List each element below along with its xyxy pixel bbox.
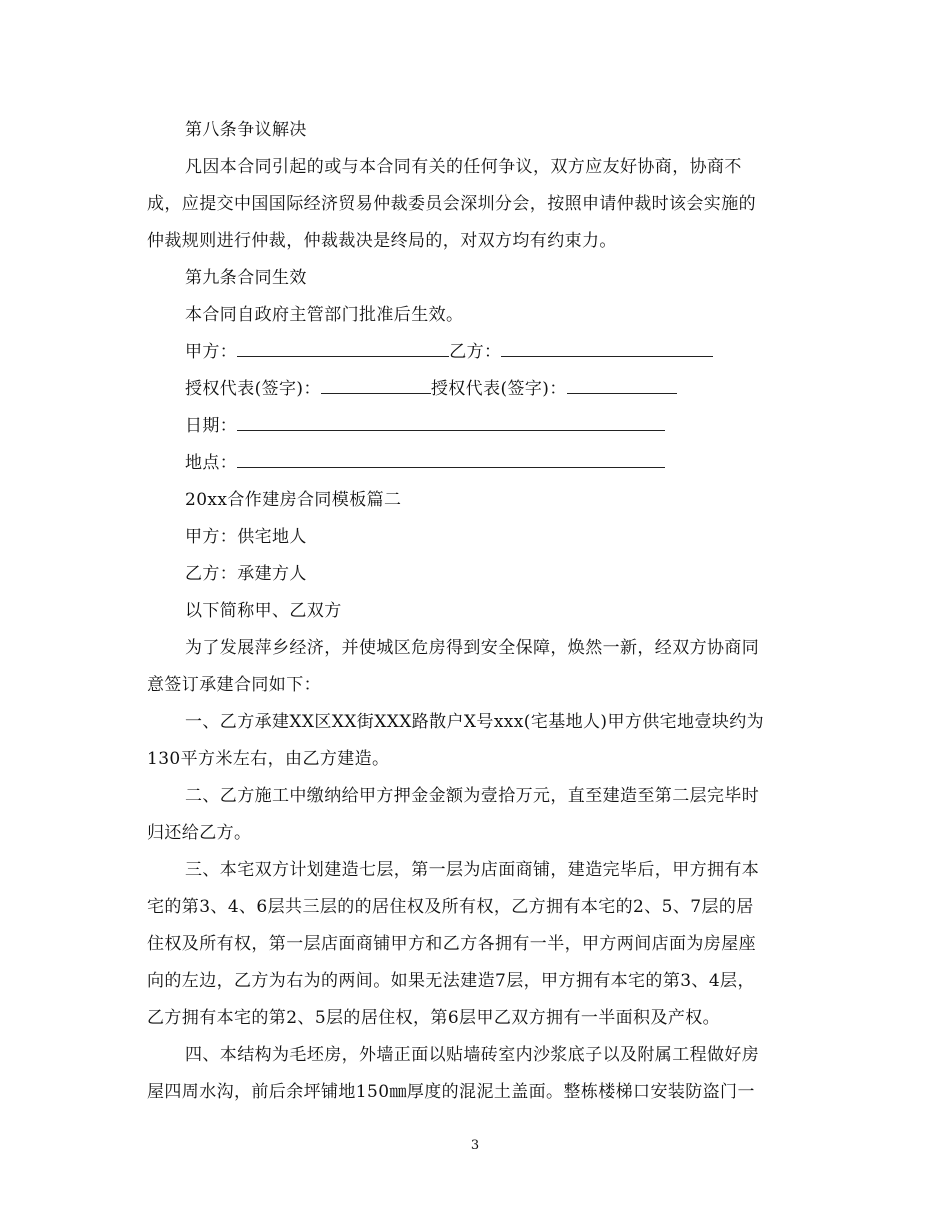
paragraph-line: 以下简称甲、乙双方 bbox=[185, 601, 342, 621]
rep-b-label: 授权代表(签字)： bbox=[430, 379, 567, 399]
section-heading: 20xx合作建房合同模板篇二 bbox=[185, 490, 402, 510]
place-row bbox=[185, 452, 665, 474]
party-b-line: 乙方：承建方人 bbox=[185, 564, 307, 584]
clause-2-line: 归还给乙方。 bbox=[147, 823, 252, 843]
date-label: 日期： bbox=[185, 416, 238, 436]
paragraph-line: 本合同自政府主管部门批准后生效。 bbox=[185, 305, 464, 325]
clause-3-line: 住权及所有权，第一层店面商铺甲方和乙方各拥有一半，甲方两间店面为房屋座 bbox=[147, 934, 756, 954]
clause-2-line: 二、乙方施工中缴纳给甲方押金金额为壹拾万元，直至建造至第二层完毕时 bbox=[185, 786, 760, 806]
paragraph-line: 成，应提交中国国际经济贸易仲裁委员会深圳分会，按照申请仲裁时该会实施的 bbox=[147, 194, 756, 214]
representative-signature-row bbox=[185, 378, 677, 400]
article-8-heading: 第八条争议解决 bbox=[185, 120, 307, 140]
paragraph-line: 为了发展萍乡经济，并使城区危房得到安全保障，焕然一新，经双方协商同 bbox=[185, 638, 760, 658]
clause-1-line: 一、乙方承建XX区XX街XXX路散户X号xxx(宅基地人)甲方供宅地壹块约为 bbox=[185, 712, 765, 732]
date-blank bbox=[237, 416, 665, 431]
party-a-label: 甲方： bbox=[185, 342, 238, 362]
place-label: 地点： bbox=[185, 453, 238, 473]
clause-3-line: 宅的第3、4、6层共三层的的居住权及所有权，乙方拥有本宅的2、5、7层的居 bbox=[147, 897, 754, 917]
party-b-label: 乙方： bbox=[449, 342, 502, 362]
paragraph-line: 仲裁规则进行仲裁，仲裁裁决是终局的，对双方均有约束力。 bbox=[147, 231, 617, 251]
article-9-heading: 第九条合同生效 bbox=[185, 268, 307, 288]
rep-a-blank bbox=[321, 379, 431, 394]
party-signature-row bbox=[185, 341, 713, 363]
clause-4-line: 屋四周水沟，前后余坪铺地150㎜厚度的混泥土盖面。整栋楼梯口安装防盗门一 bbox=[147, 1082, 755, 1102]
clause-4-line: 四、本结构为毛坯房，外墙正面以贴墙砖室内沙浆底子以及附属工程做好房 bbox=[185, 1045, 760, 1065]
clause-3-line: 向的左边，乙方为右为的两间。如果无法建造7层，甲方拥有本宅的第3、4层， bbox=[147, 971, 755, 991]
clause-3-line: 三、本宅双方计划建造七层，第一层为店面商铺，建造完毕后，甲方拥有本 bbox=[185, 860, 760, 880]
party-a-blank bbox=[237, 342, 449, 357]
rep-a-label: 授权代表(签字)： bbox=[185, 379, 321, 399]
page-number: 3 bbox=[470, 1138, 480, 1153]
party-a-line: 甲方：供宅地人 bbox=[185, 527, 307, 547]
paragraph-line: 意签订承建合同如下： bbox=[147, 675, 321, 695]
party-b-blank bbox=[501, 342, 713, 357]
date-row bbox=[185, 415, 665, 437]
clause-3-line: 乙方拥有本宅的第2、5层的居住权，第6层甲乙双方拥有一半面积及产权。 bbox=[147, 1008, 721, 1028]
paragraph-line: 凡因本合同引起的或与本合同有关的任何争议，双方应友好协商，协商不 bbox=[185, 157, 742, 177]
clause-1-line: 130平方米左右，由乙方建造。 bbox=[147, 749, 390, 769]
rep-b-blank bbox=[567, 379, 677, 394]
place-blank bbox=[237, 453, 665, 468]
